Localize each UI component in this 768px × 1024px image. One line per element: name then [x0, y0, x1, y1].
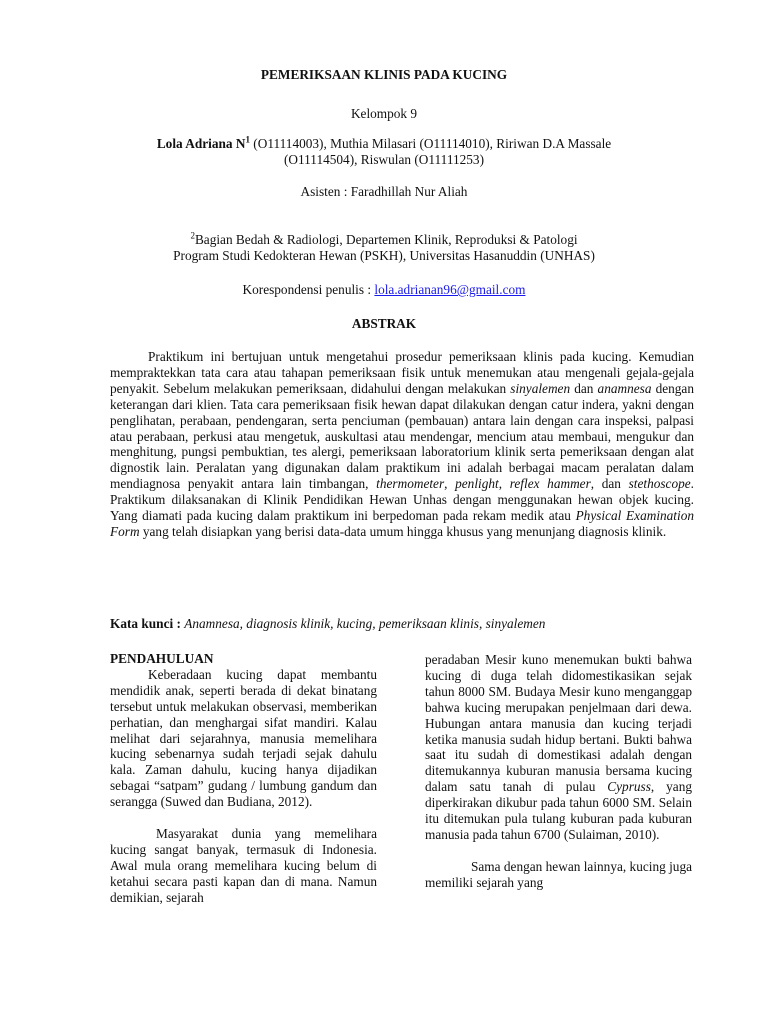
correspondence-label: Korespondensi penulis : [242, 282, 375, 297]
affiliation-sup: 2 [190, 230, 195, 241]
abstract-italic-term: penlight [455, 476, 499, 492]
intro-left-column [110, 651, 377, 906]
intro-right-column [425, 652, 692, 891]
lead-author-sup: 1 [245, 134, 250, 145]
author-line-2: (O11114504), Riswulan (O11111253) [283, 151, 485, 167]
author-line-1: (O11114003), Muthia Milasari (O11114010), Ririwan D.A Massale [249, 136, 612, 151]
intro-text: peradaban Mesir kuno menemukan bukti bahwa kucing di duga telah didomestikasikan sejak tahun 8000 SM. Budaya Mesir kuno menganggap bahwa kucing merupakan penjelmaan dari dewa. Hubungan antara manusia dan kucing terjadi ketika manusia sudah hidup bertani. Bukti bahwa saat itu sudah di domestikasi adalah dengan ditemukannya kuburan manusia bersama kucing dalam satu tanah di pulau [425, 652, 692, 795]
group-label: Kelompok 9 [350, 106, 418, 121]
intro-paragraph: Sama dengan hewan lainnya, kucing juga memiliki sejarah yang [425, 858, 692, 890]
intro-paragraph: Masyarakat dunia yang memelihara kucing sangat banyak, termasuk di Indonesia. Awal mula orang memelihara kucing belum di ketahui secara pasti kapan dan di mana. Namun demikian, sejarah [110, 826, 377, 905]
intro-paragraph: Keberadaan kucing dapat membantu mendidik anak, seperti berada di dekat binatang tersebut untuk melakukan observasi, memberikan perhatian, dan menghargai sifat mandiri. Kalau melihat dari sejarahnya, manusia memelihara kucing sebenarnya sudah terjadi sejak dahulu kala. Zaman dahulu, kucing hanya dijadikan sebagai “satpam” gudang / lumbung gandum dan serangga (Suwed dan Budiana, 2012). [110, 666, 377, 810]
abstract-body [110, 349, 694, 540]
abstract-italic-term: sinyalemen [510, 380, 571, 396]
abstract-italic-term: thermometer [376, 476, 445, 492]
intro-heading: PENDAHULUAN [110, 651, 214, 666]
keywords [110, 616, 694, 632]
abstract-text: dan [570, 380, 598, 396]
assistant-line: Asisten : Faradhillah Nur Aliah [300, 184, 468, 199]
lead-author: Lola Adriana N [156, 136, 246, 151]
correspondence-email-link[interactable]: lola.adrianan96@gmail.com [374, 282, 526, 297]
abstract-italic-term: stethoscope [628, 476, 691, 492]
abstract-heading: ABSTRAK [351, 316, 417, 331]
affiliation-line-2: Program Studi Kedokteran Hewan (PSKH), Universitas Hasanuddin (UNHAS) [173, 247, 595, 263]
abstract-text: Praktikum ini bertujuan untuk mengetahui prosedur pemeriksaan klinis pada kucing. Kemudian mempraktekkan tata cara atau tahapan pemeriksaan fisik untuk menemukan atau mengenali gejala-gejala penyakit. Sebelum melakukan pemeriksaan, didahului dengan melakukan [110, 349, 694, 396]
keywords-label: Kata kunci : [110, 616, 185, 631]
abstract-text: yang telah disiapkan yang berisi data-data umum hingga khusus yang menunjang diagnosis klinik. [139, 523, 667, 539]
intro-text: , yang diperkirakan dikubur pada tahun 6000 SM. Selain itu ditemukan pula tulang kuburan pada kuburan manusia pada tahun 6700 (Sulaiman, 2010). [425, 779, 692, 842]
keywords-text: Anamnesa, diagnosis klinik, kucing, pemeriksaan klinis, sinyalemen [184, 616, 546, 631]
intro-paragraph [425, 652, 692, 843]
intro-italic-term: Cypruss [607, 779, 651, 795]
abstract-text: dengan keterangan dari klien. Tata cara pemeriksaan fisik hewan dapat dilakukan dengan catur indera, yakni dengan penglihatan, perabaan, pendengaran, serta penciuman (pembauan) antara lain dengan cara inspeksi, palpasi atau perabaan, perkusi atau mengetuk, auskultasi atau mendengar, mencium atau membaui, mengukur dan menghitung, pungsi pembuktian, tes alergi, pemeriksaan laboratorium klinik serta pemeriksaan dengan alat dignostik lain. Peralatan yang digunakan dalam praktikum ini adalah berbagai macam peralatan dalam mendiagnosa penyakit antara lain timbangan, [110, 380, 694, 492]
abstract-text: . Praktikum dilaksanakan di Klinik Pendidikan Hewan Unhas dengan menggunakan hewan objek kucing. Yang diamati pada kucing dalam praktikum ini berpedoman pada rekam medik atau [110, 476, 694, 524]
correspondence [100, 282, 668, 298]
author-list [90, 136, 678, 168]
abstract-italic-term: Physical Examination Form [110, 508, 694, 539]
abstract-text: , [498, 476, 510, 492]
paper-title: PEMERIKSAAN KLINIS PADA KUCING [260, 67, 508, 82]
abstract-text: , [444, 476, 456, 492]
abstract-italic-term: anamnesa [597, 380, 652, 396]
abstract-italic-term: reflex hammer [509, 476, 591, 492]
affiliation [80, 232, 688, 264]
abstract-text: , dan [590, 476, 629, 492]
affiliation-line-1: Bagian Bedah & Radiologi, Departemen Klinik, Reproduksi & Patologi [194, 232, 578, 247]
